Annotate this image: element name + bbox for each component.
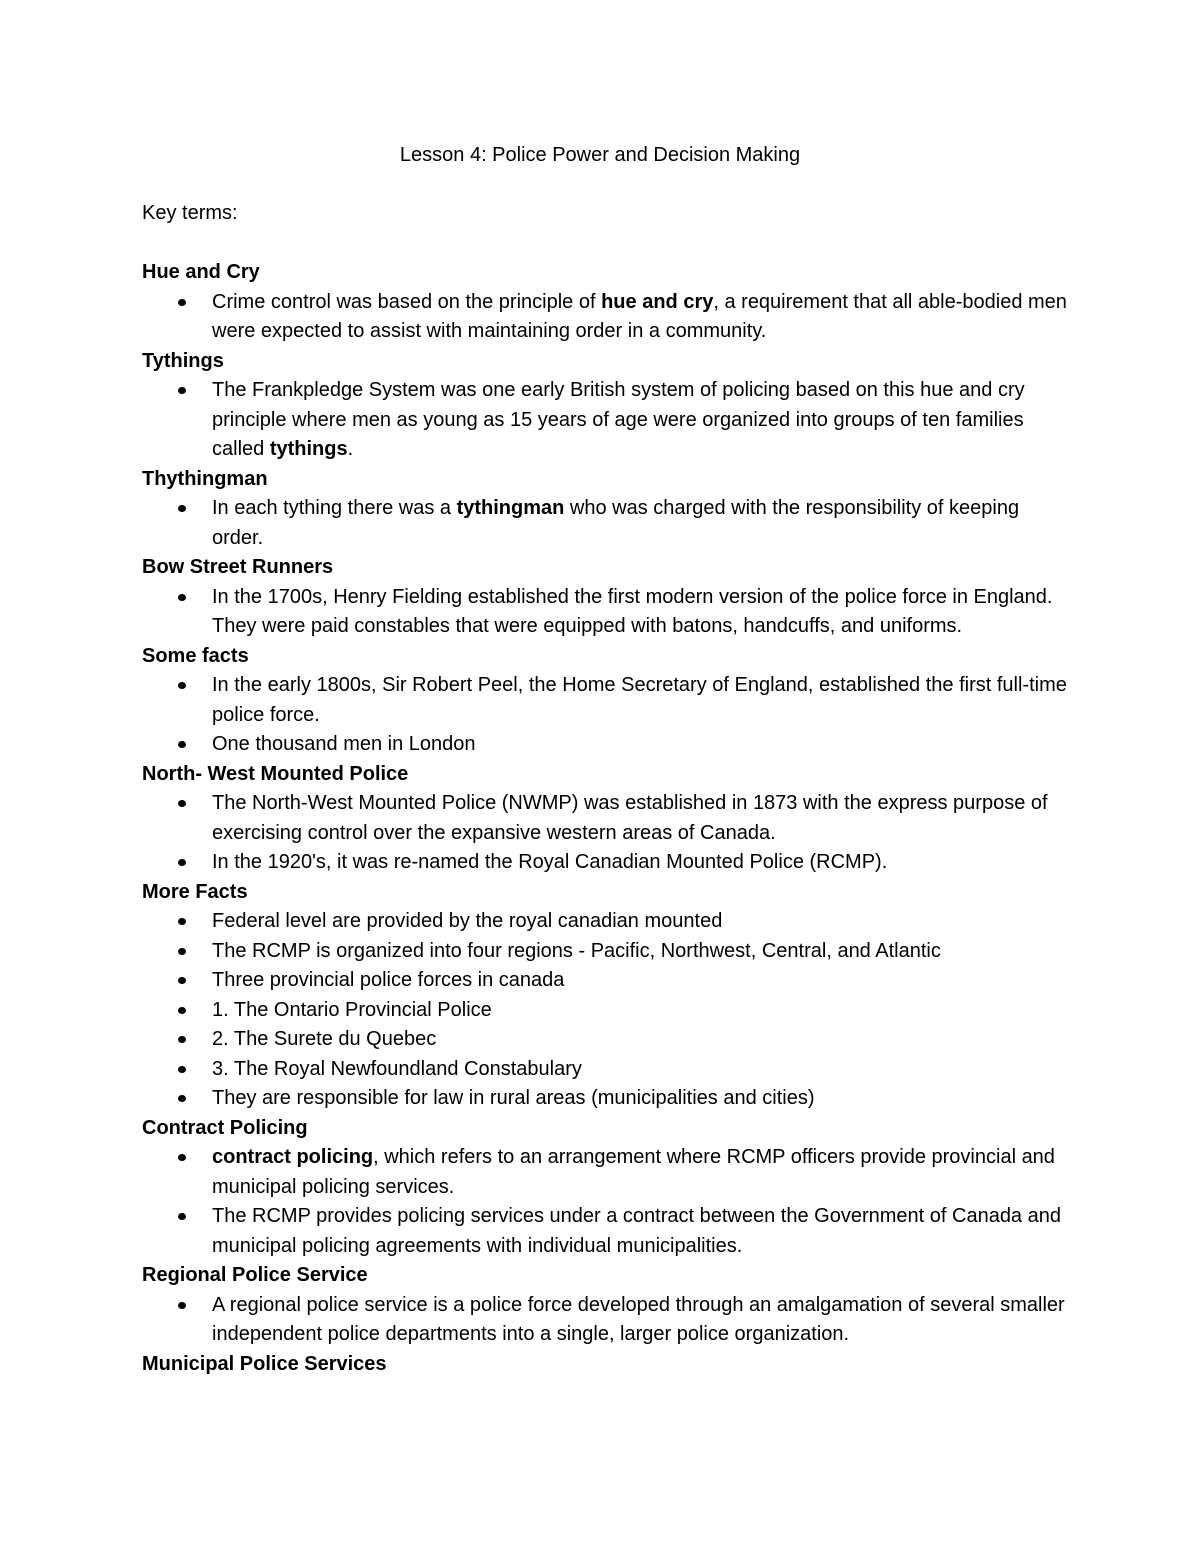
list-item bbox=[142, 937, 1072, 967]
term-section bbox=[142, 1350, 1072, 1380]
bullet-icon bbox=[178, 948, 186, 955]
term-section bbox=[142, 1114, 1072, 1262]
item-text: 1. The Ontario Provincial Police bbox=[212, 998, 492, 1021]
term-section bbox=[142, 258, 1072, 347]
term-section bbox=[142, 465, 1072, 554]
bullet-list bbox=[142, 376, 1072, 465]
list-item bbox=[142, 789, 1072, 848]
bullet-icon bbox=[178, 299, 186, 306]
bullet-icon bbox=[178, 1036, 186, 1043]
bullet-icon bbox=[178, 1154, 186, 1161]
bullet-icon bbox=[178, 1066, 186, 1073]
list-item bbox=[142, 1055, 1072, 1085]
term-heading: North- West Mounted Police bbox=[142, 762, 409, 785]
item-text: . bbox=[347, 438, 354, 460]
list-item bbox=[142, 966, 1072, 996]
list-item bbox=[142, 583, 1072, 642]
bullet-icon bbox=[178, 682, 186, 689]
list-item bbox=[142, 671, 1072, 730]
bullet-icon bbox=[178, 387, 186, 394]
item-text: , which refers to an arrangement where RCMP officers provide provincial and municipal policing services. bbox=[212, 1146, 1055, 1198]
bullet-icon bbox=[178, 1213, 186, 1220]
item-text: Crime control was based on the principle of bbox=[212, 290, 602, 313]
bullet-list bbox=[142, 494, 1072, 553]
term-section bbox=[142, 760, 1072, 878]
item-text: The North-West Mounted Police (NWMP) was established in 1873 with the express purpose of exercising control over the expansive western areas of Canada. bbox=[212, 792, 1048, 844]
bullet-list bbox=[142, 907, 1072, 1114]
item-text: They are responsible for law in rural areas (municipalities and cities) bbox=[212, 1087, 815, 1109]
bullet-icon bbox=[178, 741, 186, 748]
list-item bbox=[142, 1202, 1072, 1261]
list-item bbox=[142, 996, 1072, 1026]
term-heading: Some facts bbox=[142, 644, 249, 667]
term-heading: Municipal Police Services bbox=[142, 1352, 387, 1375]
list-item bbox=[142, 376, 1072, 465]
bullet-icon bbox=[178, 594, 186, 601]
document-body bbox=[142, 199, 1072, 1379]
term-heading: Tythings bbox=[142, 349, 224, 372]
item-text: The Frankpledge System was one early British system of policing based on this hue and cry principle where men as young as 15 years of age were organized into groups of ten families called bbox=[212, 379, 1025, 460]
list-item bbox=[142, 494, 1072, 553]
term-section bbox=[142, 1261, 1072, 1350]
bullet-list bbox=[142, 671, 1072, 760]
item-text: 2. The Surete du Quebec bbox=[212, 1028, 437, 1050]
bullet-icon bbox=[178, 977, 186, 984]
bullet-list bbox=[142, 583, 1072, 642]
item-text: In each tything there was a bbox=[212, 497, 457, 519]
term-heading: Regional Police Service bbox=[142, 1264, 368, 1286]
term-heading: Hue and Cry bbox=[142, 261, 260, 283]
term-heading: Thythingman bbox=[142, 467, 268, 490]
item-text: Three provincial police forces in canada bbox=[212, 969, 565, 991]
item-text: The RCMP provides policing services under a contract between the Government of Canada and municipal policing agreements with individual municipalities. bbox=[212, 1205, 1061, 1257]
term-heading: Bow Street Runners bbox=[142, 556, 334, 578]
item-text: 3. The Royal Newfoundland Constabulary bbox=[212, 1057, 582, 1080]
bullet-icon bbox=[178, 918, 186, 925]
term-heading: Contract Policing bbox=[142, 1116, 308, 1139]
item-text: A regional police service is a police force developed through an amalgamation of several smaller independent police departments into a single, larger police organization. bbox=[212, 1293, 1065, 1345]
list-item bbox=[142, 848, 1072, 878]
term-section bbox=[142, 553, 1072, 642]
page-title: Lesson 4: Police Power and Decision Making bbox=[399, 144, 801, 166]
list-item bbox=[142, 1143, 1072, 1202]
bullet-list bbox=[142, 288, 1072, 347]
item-bold-term: contract policing bbox=[212, 1146, 374, 1168]
list-item bbox=[142, 1291, 1072, 1350]
bullet-icon bbox=[178, 800, 186, 807]
term-heading: More Facts bbox=[142, 880, 248, 903]
bullet-icon bbox=[178, 505, 186, 512]
bullet-icon bbox=[178, 859, 186, 866]
term-section bbox=[142, 347, 1072, 465]
item-bold-term: tythings bbox=[269, 438, 348, 460]
item-bold-term: tythingman bbox=[456, 497, 565, 519]
item-text: Federal level are provided by the royal canadian mounted bbox=[212, 910, 723, 932]
item-text: In the early 1800s, Sir Robert Peel, the Home Secretary of England, established the first full-time police force. bbox=[212, 674, 1067, 726]
item-text: The RCMP is organized into four regions - Pacific, Northwest, Central, and Atlantic bbox=[212, 939, 941, 962]
item-bold-term: hue and cry bbox=[601, 290, 714, 313]
list-item bbox=[142, 288, 1072, 347]
list-item bbox=[142, 1084, 1072, 1114]
item-text: In the 1700s, Henry Fielding established the first modern version of the police force in England. They were paid constables that were equipped with batons, handcuffs, and uniforms. bbox=[212, 585, 1053, 637]
term-section bbox=[142, 642, 1072, 760]
term-section bbox=[142, 878, 1072, 1114]
bullet-icon bbox=[178, 1302, 186, 1309]
bullet-icon bbox=[178, 1095, 186, 1102]
item-text: In the 1920's, it was re-named the Royal Canadian Mounted Police (RCMP). bbox=[212, 851, 888, 873]
bullet-icon bbox=[178, 1007, 186, 1014]
bullet-list bbox=[142, 789, 1072, 878]
item-text: , a requirement that all able-bodied men were expected to assist with maintaining order in a community. bbox=[212, 290, 1067, 342]
bullet-list bbox=[142, 1143, 1072, 1261]
list-item bbox=[142, 907, 1072, 937]
item-text: One thousand men in London bbox=[212, 733, 476, 755]
list-item bbox=[142, 1025, 1072, 1055]
list-item bbox=[142, 730, 1072, 760]
key-terms-label: Key terms: bbox=[142, 202, 238, 224]
item-text: who was charged with the responsibility of keeping order. bbox=[212, 497, 1020, 549]
bullet-list bbox=[142, 1291, 1072, 1350]
sections-container bbox=[142, 258, 1072, 1379]
